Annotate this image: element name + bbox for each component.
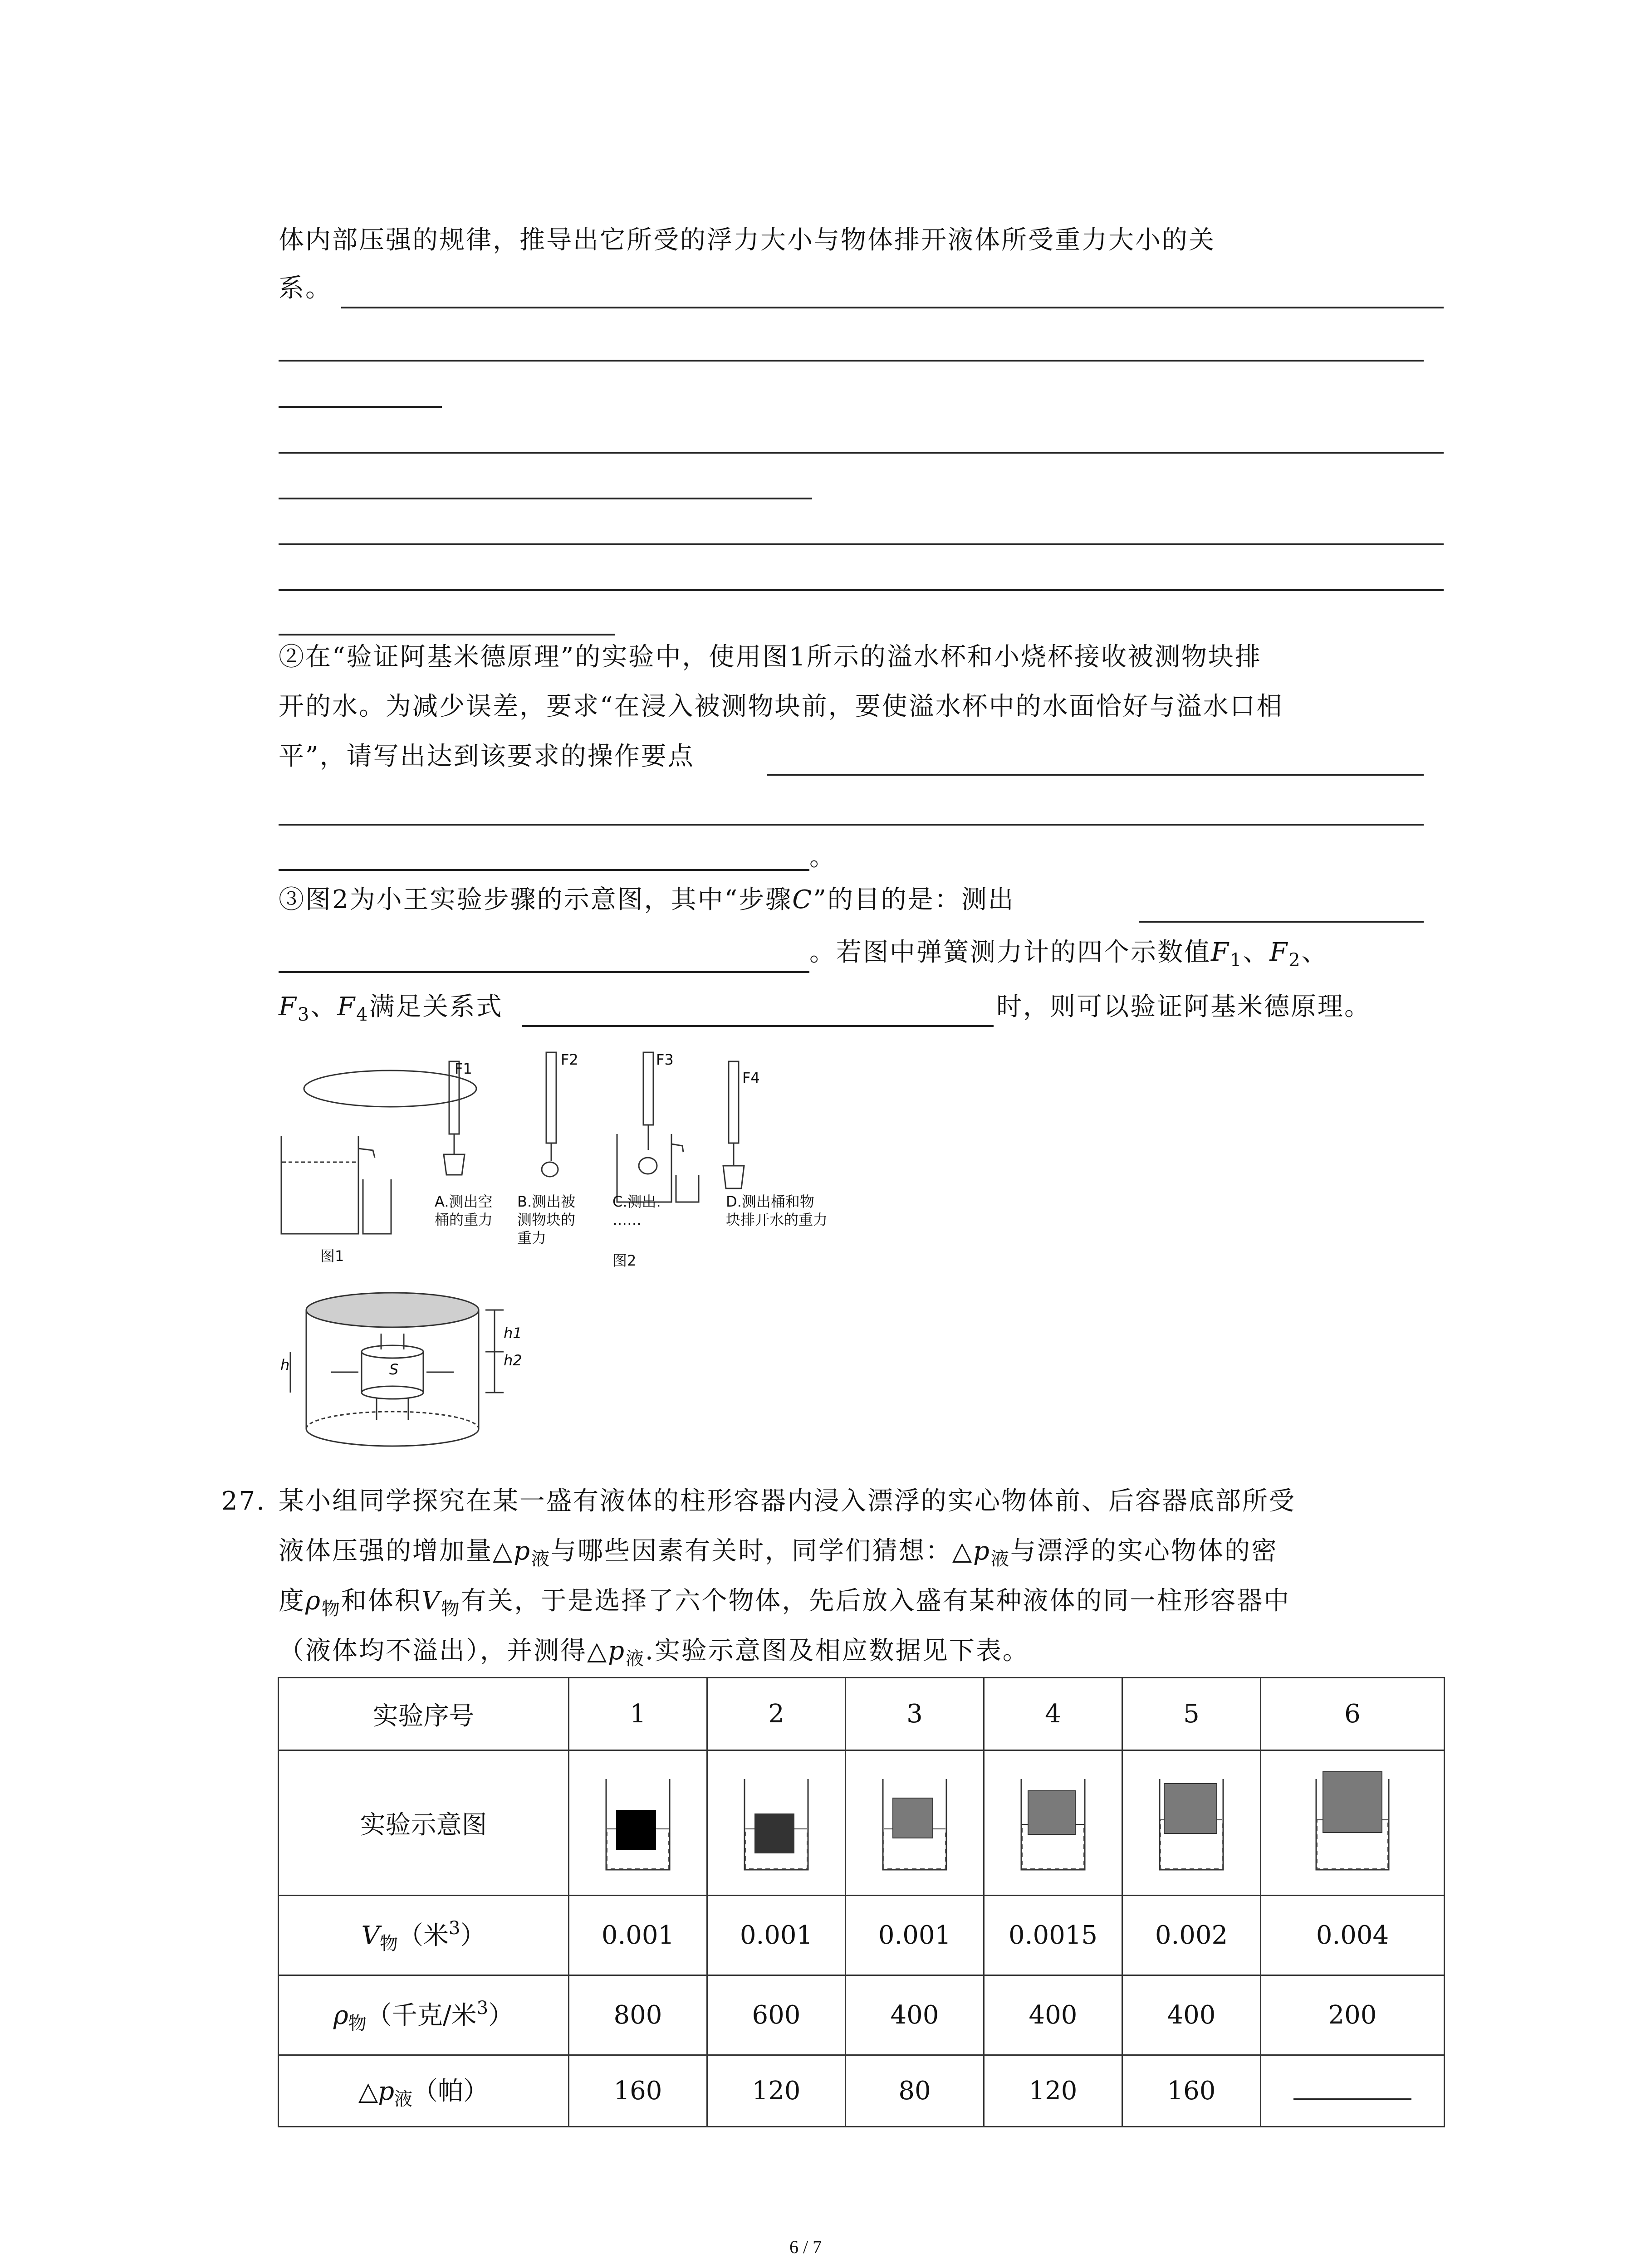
f1-sub: 1 — [1230, 950, 1243, 971]
pressure-diagram — [277, 1284, 540, 1447]
q26-part3-line2 — [809, 938, 1328, 975]
answer-blank-13[interactable] — [279, 971, 809, 973]
beaker-diagram-1 — [588, 1761, 688, 1879]
pressure-cell: 120 — [707, 2055, 846, 2127]
f2-label: F2 — [561, 1051, 578, 1068]
q26-part2-line1 — [279, 643, 1262, 672]
scale-c — [643, 1052, 653, 1125]
volume-cell: 0.002 — [1122, 1896, 1261, 1975]
diagram-cell — [569, 1750, 707, 1896]
answer-blank-9[interactable] — [767, 774, 1424, 776]
diagram-cell — [1122, 1750, 1261, 1896]
f2-symbol: F — [1269, 938, 1289, 967]
fig2-caption: 图2 — [612, 1252, 637, 1269]
q27-number: 27. — [221, 1486, 266, 1516]
q26-cont-line2: 系。 — [279, 274, 332, 303]
q27-text3a: 度 — [279, 1586, 305, 1616]
v-symbol: V — [421, 1586, 441, 1616]
block-c — [639, 1158, 657, 1174]
answer-blank-11[interactable] — [279, 869, 809, 871]
label-b-1: B.测出被 — [517, 1193, 576, 1210]
overflow-cup — [281, 1136, 358, 1234]
header-pressure — [279, 2055, 569, 2127]
v-symbol-table: V — [361, 1921, 380, 1950]
q26-part3-text2: 。若图中弹簧测力计的四个示数值 — [809, 938, 1211, 967]
f4-symbol: F — [337, 992, 357, 1022]
p-symbol-1: p — [514, 1536, 531, 1566]
rho-unit-close: ） — [488, 2001, 514, 2030]
overflow-cup-c — [617, 1134, 671, 1202]
answer-blank-3[interactable] — [279, 406, 442, 408]
bucket-d — [723, 1166, 744, 1188]
pressure-diagram-svg — [277, 1284, 540, 1447]
volume-cell: 0.001 — [846, 1896, 984, 1975]
tank-top — [304, 1070, 476, 1107]
pressure-cell: 160 — [1122, 2055, 1261, 2127]
rho-sub: 物 — [321, 1598, 341, 1619]
beaker-diagram-5 — [1141, 1761, 1241, 1879]
beaker-diagram-4 — [1003, 1761, 1103, 1879]
q26-part3-text1: 图2为小王实验步骤的示意图，其中“步骤 — [305, 885, 793, 914]
header-volume — [279, 1896, 569, 1975]
pressure-cell: 80 — [846, 2055, 984, 2127]
answer-blank-6[interactable] — [279, 543, 1444, 545]
diagram-cell — [846, 1750, 984, 1896]
q26-part2-line3: 平”，请写出达到该要求的操作要点 — [279, 742, 695, 771]
q27-text2a: 液体压强的增加量△ — [279, 1536, 514, 1566]
density-cell: 400 — [984, 1975, 1122, 2055]
q27-line2 — [279, 1537, 1278, 1574]
q27-line4 — [279, 1637, 1029, 1673]
label-b-2: 测物块的 — [517, 1211, 576, 1228]
volume-cell: 0.0015 — [984, 1896, 1122, 1975]
rho-symbol-table: ρ — [333, 2001, 348, 2030]
answer-blank-12[interactable] — [1139, 921, 1424, 923]
f1-label: F1 — [455, 1060, 472, 1077]
q26-part3-line3c: 时，则可以验证阿基米德原理。 — [996, 992, 1371, 1022]
p-symbol-2: p — [973, 1536, 991, 1566]
p-symbol-3: p — [608, 1636, 626, 1666]
answer-blank-4[interactable] — [279, 452, 1444, 454]
height-label-h: h — [280, 1356, 290, 1374]
p-sub-2: 液 — [990, 1549, 1010, 1569]
density-cell: 400 — [846, 1975, 984, 2055]
q27-text4a: （液体均不溢出），并测得△ — [279, 1636, 608, 1666]
scale-d — [729, 1061, 739, 1143]
f2-sub: 2 — [1288, 950, 1302, 971]
seq-cell: 5 — [1122, 1678, 1261, 1750]
rho-symbol: ρ — [305, 1586, 322, 1616]
sep-3: 、 — [310, 992, 338, 1022]
overflow-spout — [358, 1149, 375, 1158]
answer-blank-2[interactable] — [279, 360, 1424, 362]
p-sub-table: 液 — [394, 2089, 412, 2110]
density-cell: 200 — [1261, 1975, 1445, 2055]
pressure-cell: 160 — [569, 2055, 707, 2127]
volume-cell: 0.001 — [569, 1896, 707, 1975]
table-row — [279, 1678, 1445, 1750]
v-unit: （米 — [398, 1921, 449, 1950]
diagram-cell — [1261, 1750, 1445, 1896]
q27-text2c: 与漂浮的实心物体的密 — [1010, 1536, 1278, 1566]
cylinder-top — [362, 1345, 423, 1358]
q26-part3-text3b: 满足关系式 — [369, 992, 503, 1022]
small-beaker — [363, 1179, 391, 1234]
seq-cell: 3 — [846, 1678, 984, 1750]
height-label-h2: h2 — [504, 1352, 522, 1369]
v-sub-table: 物 — [380, 1933, 398, 1954]
f4-sub: 4 — [356, 1004, 369, 1025]
header-seq: 实验序号 — [279, 1678, 569, 1750]
answer-blank-8[interactable] — [279, 634, 615, 635]
sep-2: 、 — [1301, 938, 1328, 967]
table-row — [279, 1975, 1445, 2055]
step-c-label: C — [792, 885, 813, 914]
label-b-3: 重力 — [517, 1229, 547, 1246]
height-label-h1: h1 — [504, 1325, 522, 1342]
answer-blank-5[interactable] — [279, 498, 812, 499]
rho-sub-table: 物 — [348, 2013, 367, 2034]
circled-num-3: ③ — [279, 885, 305, 914]
liquid-surface — [306, 1293, 479, 1327]
beaker-diagram-3 — [865, 1761, 965, 1879]
density-cell: 600 — [707, 1975, 846, 2055]
tank-bottom-front — [306, 1429, 479, 1446]
delta-symbol: △ — [358, 2077, 378, 2106]
label-a-1: A.测出空 — [435, 1193, 493, 1210]
q27-text2b: 与哪些因素有关时，同学们猜想：△ — [550, 1536, 974, 1566]
q27-text4b: .实验示意图及相应数据见下表。 — [645, 1636, 1029, 1666]
p-symbol-table: p — [378, 2077, 394, 2106]
label-d-1: D.测出桶和物 — [726, 1193, 814, 1210]
pressure-cell-blank[interactable] — [1261, 2055, 1445, 2127]
diagram-cell — [707, 1750, 846, 1896]
diagram-cell — [984, 1750, 1122, 1896]
label-d-2: 块排开水的重力 — [726, 1211, 828, 1228]
scale-b — [546, 1052, 556, 1143]
seq-cell: 4 — [984, 1678, 1122, 1750]
label-c-1: C.测出. — [612, 1193, 661, 1210]
label-c-2: …… — [612, 1211, 642, 1228]
block-b — [542, 1162, 558, 1177]
seq-cell: 6 — [1261, 1678, 1445, 1750]
v-sub: 物 — [441, 1598, 461, 1619]
answer-blank-14[interactable] — [522, 1025, 994, 1027]
volume-cell: 0.001 — [707, 1896, 846, 1975]
header-density — [279, 1975, 569, 2055]
q27-line3 — [279, 1587, 1290, 1623]
answer-blank-7[interactable] — [279, 589, 1444, 591]
density-cell: 400 — [1122, 1975, 1261, 2055]
label-a-2: 桶的重力 — [435, 1211, 493, 1228]
q26-part3-text1b: ”的目的是：测出 — [813, 885, 1015, 914]
table-row — [279, 2055, 1445, 2127]
rho-unit: （千克/米 — [366, 2001, 477, 2030]
cylinder-bottom — [362, 1386, 423, 1399]
rho-unit-cube: 3 — [476, 1998, 489, 2019]
q27-line1: 某小组同学探究在某一盛有液体的柱形容器内浸入漂浮的实心物体前、后容器底部所受 — [279, 1486, 1296, 1516]
experiment-figure — [272, 1043, 880, 1297]
p-unit: （帕） — [412, 2077, 489, 2106]
v-unit-close: ） — [460, 1921, 486, 1950]
bucket-a — [444, 1154, 465, 1175]
beaker-diagram-2 — [726, 1761, 826, 1879]
pressure-cell: 120 — [984, 2055, 1122, 2127]
volume-cell: 0.004 — [1261, 1896, 1445, 1975]
density-cell: 800 — [569, 1975, 707, 2055]
page-number: 6 / 7 — [789, 2237, 822, 2257]
q26-cont-line1: 体内部压强的规律，推导出它所受的浮力大小与物体排开液体所受重力大小的关 — [279, 225, 1215, 255]
q26-part2-text1: 在“验证阿基米德原理”的实验中，使用图1所示的溢水杯和小烧杯接收被测物块排 — [305, 642, 1262, 672]
answer-blank-1[interactable] — [341, 307, 1444, 308]
f4-label: F4 — [742, 1069, 760, 1086]
small-beaker-c — [676, 1175, 699, 1202]
experiment-table — [278, 1677, 1445, 2127]
area-label-s: S — [389, 1361, 399, 1378]
table-row — [279, 1896, 1445, 1975]
f3-symbol: F — [279, 992, 298, 1022]
seq-cell: 1 — [569, 1678, 707, 1750]
experiment-figure-svg — [272, 1043, 880, 1297]
f3-sub: 3 — [297, 1004, 311, 1025]
f1-symbol: F — [1211, 938, 1230, 967]
beaker-diagram-6 — [1303, 1761, 1402, 1879]
p-sub-1: 液 — [531, 1549, 551, 1569]
circled-num-2: ② — [279, 642, 305, 672]
f3-label: F3 — [656, 1051, 674, 1068]
q27-text3b: 和体积 — [341, 1586, 421, 1616]
header-diagram: 实验示意图 — [279, 1750, 569, 1896]
q26-part3-line3 — [279, 992, 503, 1029]
seq-cell: 2 — [707, 1678, 846, 1750]
sep-1: 、 — [1243, 938, 1270, 967]
v-unit-cube: 3 — [449, 1918, 460, 1939]
q26-part2-line2: 开的水。为减少误差，要求“在浸入被测物块前，要使溢水杯中的水面恰好与溢水口相 — [279, 692, 1283, 721]
q27-text3c: 有关，于是选择了六个物体，先后放入盛有某种液体的同一柱形容器中 — [460, 1586, 1291, 1616]
table-row — [279, 1750, 1445, 1896]
p-sub-3: 液 — [625, 1648, 645, 1669]
fig1-caption: 图1 — [320, 1247, 344, 1265]
q26-part2-end: 。 — [809, 842, 836, 872]
q26-part3-line1 — [279, 885, 1015, 914]
answer-blank-10[interactable] — [279, 824, 1424, 826]
answer-blank-table[interactable] — [1293, 2076, 1411, 2100]
